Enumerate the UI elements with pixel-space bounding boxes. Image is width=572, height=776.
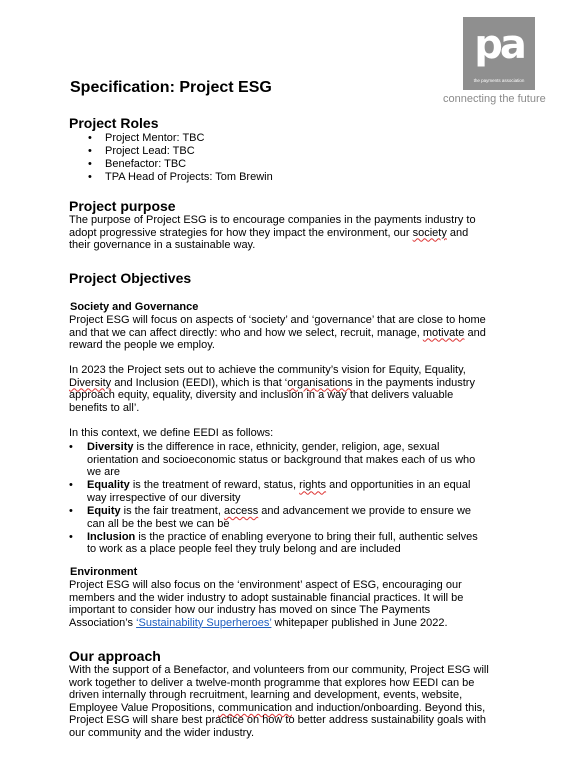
eedi-item-inclusion: • Inclusion is the practice of enabling everyone to bring their full, authentic selves to work as a place people feel they truly belong and are included <box>69 531 489 556</box>
payments-association-logo <box>463 17 535 90</box>
approach-heading: Our approach <box>69 648 161 664</box>
role-item: • TPA Head of Projects: Tom Brewin <box>88 171 273 184</box>
eedi-item-diversity: • Diversity is the difference in race, ethnicity, gender, religion, age, sexual orientation and socioeconomic status or background that makes each of us who we are <box>69 441 489 479</box>
eedi-item-equity: • Equity is the fair treatment, access and advancement we provide to ensure we can all be the best we can be <box>69 505 489 530</box>
sustainability-superheroes-link[interactable]: ‘Sustainability Superheroes’ <box>136 616 272 629</box>
eedi-intro: In this context, we define EEDI as follows: <box>69 427 274 439</box>
logo-tagline: connecting the future <box>443 93 546 105</box>
approach-paragraph: With the support of a Benefactor, and volunteers from our community, Project ESG will work together to deliver a twelve-month programme that explores how EEDI can be driven internally through recruitment, learning and development, events, website, Employee Value Propositions, communication and induction/onboarding. Beyond this, Project ESG will share best practice on how to better address sustainability goals with our community and the wider industry. <box>69 664 489 739</box>
roles-list <box>88 132 273 184</box>
eedi-definitions-list <box>69 441 489 556</box>
page-title: Specification: Project ESG <box>70 79 272 96</box>
environment-paragraph: Project ESG will also focus on the ‘environment’ aspect of ESG, encouraging our members and the wider industry to adopt sustainable financial practices. It will be important to consider how our industry has moved on since The Payments Association’s ‘Sustainability Superheroes’ whitepaper published in June 2022. <box>69 579 464 629</box>
logo-mark: pa <box>474 22 524 68</box>
society-paragraph: Project ESG will focus on aspects of ‘society’ and ‘governance’ that are close to home and that we can affect directly: who and how we select, recruit, manage, motivate and reward the people we employ. <box>69 314 486 352</box>
role-item: • Benefactor: TBC <box>88 158 273 171</box>
logo-subtext: the payments association <box>473 78 525 83</box>
role-item: • Project Lead: TBC <box>88 145 273 158</box>
purpose-heading: Project purpose <box>69 198 176 214</box>
society-governance-heading: Society and Governance <box>70 301 199 313</box>
objectives-heading: Project Objectives <box>69 270 192 286</box>
roles-heading: Project Roles <box>69 115 159 131</box>
environment-heading: Environment <box>70 566 138 578</box>
eedi-item-equality: • Equality is the treatment of reward, status, rights and opportunities in an equal way irrespective of our diversity <box>69 479 489 504</box>
role-item: • Project Mentor: TBC <box>88 132 273 145</box>
eedi-vision-paragraph: In 2023 the Project sets out to achieve the community’s vision for Equity, Equality, Diversity and Inclusion (EEDI), which is that ‘organisations in the payments industry approach equity, equality, diversity and inclusion in a way that delivers valuable benefits to all’. <box>69 364 475 414</box>
purpose-text: The purpose of Project ESG is to encourage companies in the payments industry to adopt progressive strategies for how they impact the environment, our society and their governance in a sustainable way. <box>69 214 476 252</box>
